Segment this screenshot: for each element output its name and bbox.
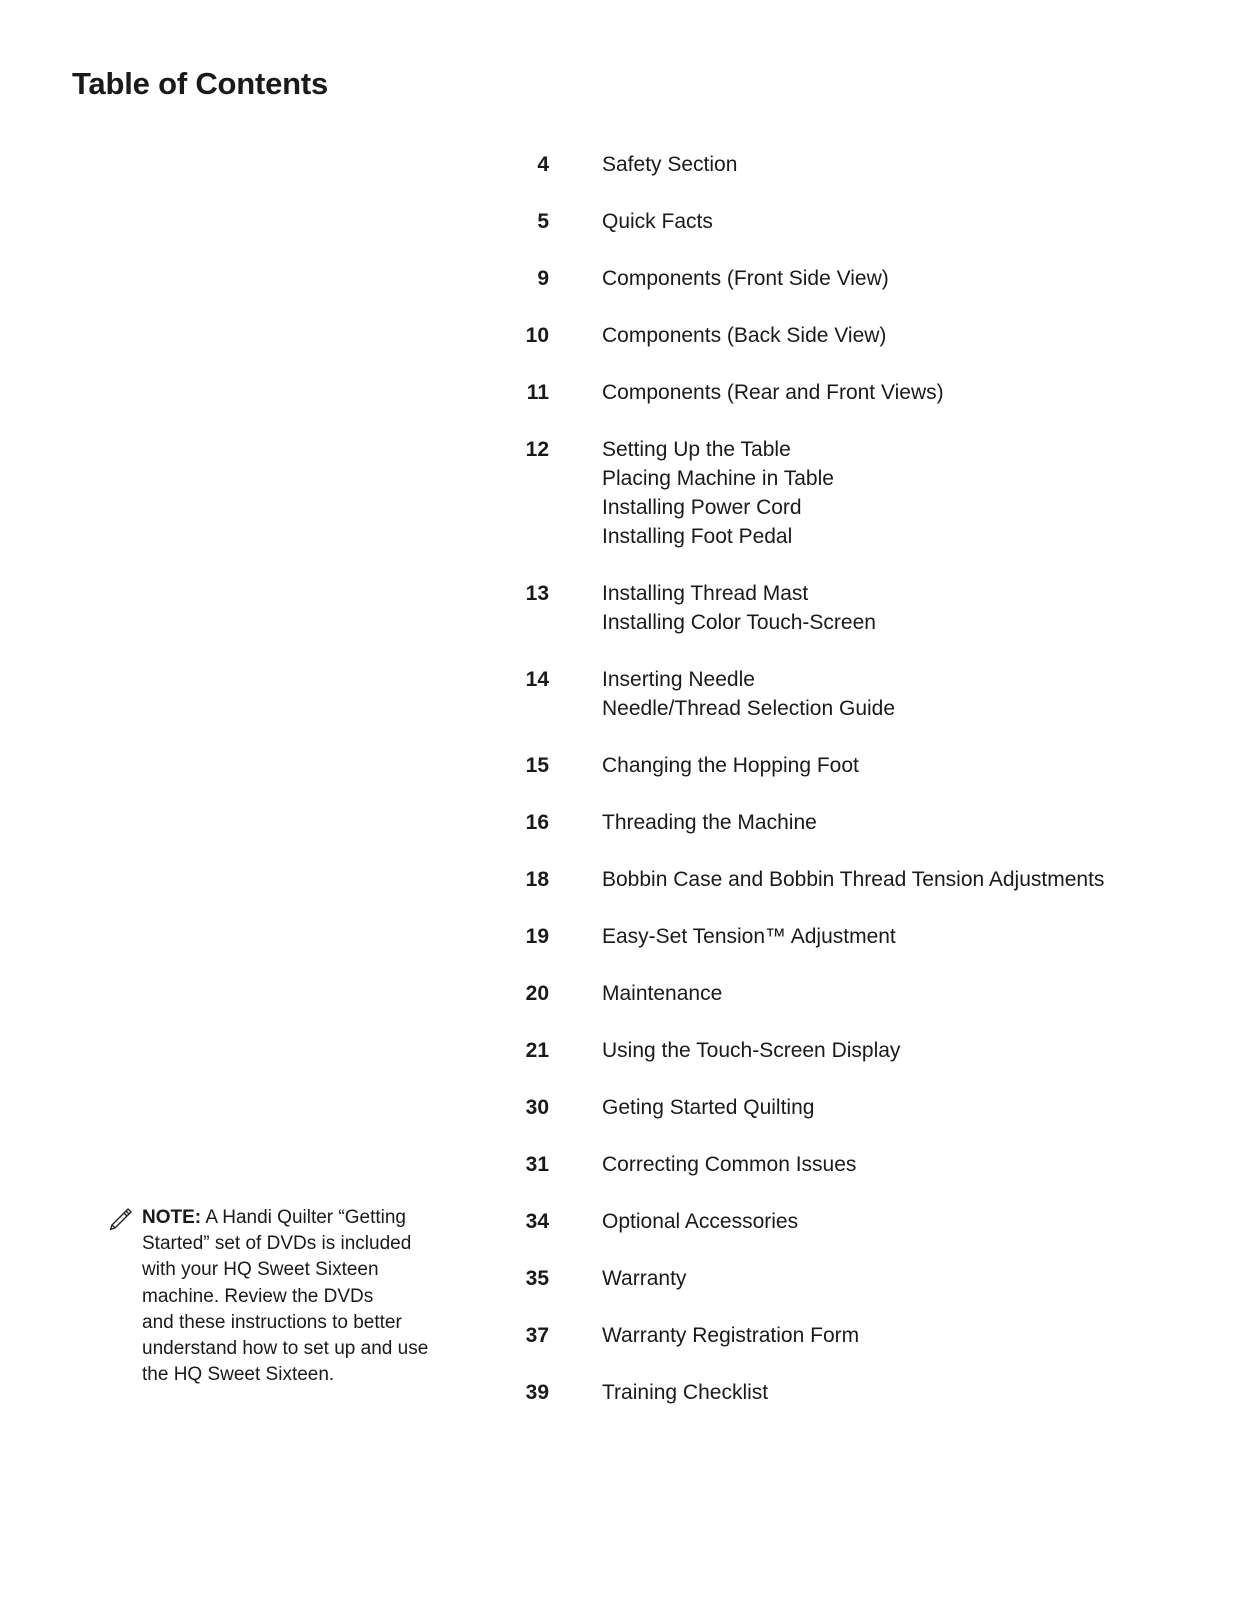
toc-titles <box>602 1150 856 1179</box>
toc-titles <box>602 1321 859 1350</box>
toc-entry <box>500 207 1200 236</box>
toc-title: Placing Machine in Table <box>602 467 834 490</box>
toc-titles <box>602 150 737 179</box>
toc-entry <box>500 808 1200 837</box>
toc-page-number: 12 <box>525 438 549 461</box>
toc-title: Installing Power Cord <box>602 496 802 519</box>
toc-page-number: 37 <box>525 1324 549 1347</box>
toc-entry <box>500 1264 1200 1293</box>
note-line: understand how to set up and use <box>142 1338 429 1360</box>
toc-title: Components (Front Side View) <box>602 267 889 290</box>
toc-entry <box>500 579 1200 637</box>
toc-title: Setting Up the Table <box>602 438 791 461</box>
toc-title: Threading the Machine <box>602 811 817 834</box>
toc-page-number: 34 <box>525 1210 549 1233</box>
toc-title: Safety Section <box>602 153 738 176</box>
toc-entry <box>500 1378 1200 1407</box>
note-line: A Handi Quilter “Getting <box>205 1207 406 1228</box>
toc-titles <box>602 579 876 637</box>
toc-title: Using the Touch-Screen Display <box>602 1039 901 1062</box>
toc-page-number: 9 <box>537 267 549 290</box>
toc-page-number: 31 <box>525 1153 549 1176</box>
toc-entry <box>500 435 1200 551</box>
note-box <box>108 1205 453 1388</box>
toc-page-number: 35 <box>525 1267 549 1290</box>
toc-titles <box>602 435 834 551</box>
toc-titles <box>602 979 722 1008</box>
toc-entry <box>500 1093 1200 1122</box>
toc-entry <box>500 1207 1200 1236</box>
toc-title: Maintenance <box>602 982 723 1005</box>
toc-titles <box>602 1378 768 1407</box>
toc-title: Inserting Needle <box>602 668 755 691</box>
toc-title: Easy-Set Tension™ Adjustment <box>602 925 896 948</box>
toc-titles <box>602 1264 686 1293</box>
toc-title: Quick Facts <box>602 210 713 233</box>
toc-titles <box>602 264 889 293</box>
page-title: Table of Contents <box>72 66 329 101</box>
toc-title: Training Checklist <box>602 1381 769 1404</box>
toc-title: Installing Foot Pedal <box>602 525 793 548</box>
toc-page-number: 18 <box>525 868 549 891</box>
table-of-contents <box>500 150 1200 1435</box>
note-line: with your HQ Sweet Sixteen <box>142 1259 379 1281</box>
toc-title: Components (Back Side View) <box>602 324 887 347</box>
toc-titles <box>602 1207 798 1236</box>
toc-page-number: 21 <box>525 1039 549 1062</box>
toc-page-number: 13 <box>525 582 549 605</box>
toc-entry <box>500 751 1200 780</box>
toc-title: Optional Accessories <box>602 1210 799 1233</box>
toc-titles <box>602 1036 900 1065</box>
note-line: machine. Review the DVDs <box>142 1285 374 1307</box>
toc-title: Installing Thread Mast <box>602 582 809 605</box>
pencil-icon <box>108 1205 134 1231</box>
toc-page-number: 16 <box>525 811 549 834</box>
toc-title: Warranty Registration Form <box>602 1324 860 1347</box>
toc-entry <box>500 378 1200 407</box>
toc-page-number: 10 <box>525 324 549 347</box>
toc-title: Bobbin Case and Bobbin Thread Tension Adjustments <box>602 868 1105 891</box>
toc-page-number: 5 <box>537 210 549 233</box>
toc-entry <box>500 1150 1200 1179</box>
toc-page-number: 39 <box>525 1381 549 1404</box>
toc-titles <box>602 378 944 407</box>
note-text <box>142 1205 428 1388</box>
toc-page-number: 11 <box>526 381 549 404</box>
toc-entry <box>500 150 1200 179</box>
toc-page-number: 15 <box>525 754 549 777</box>
toc-title: Geting Started Quilting <box>602 1096 815 1119</box>
toc-page-number: 14 <box>525 668 549 691</box>
note-label: NOTE: <box>142 1207 202 1228</box>
toc-title: Correcting Common Issues <box>602 1153 857 1176</box>
toc-page-number: 20 <box>525 982 549 1005</box>
toc-title: Changing the Hopping Foot <box>602 754 859 777</box>
toc-titles <box>602 808 817 837</box>
toc-titles <box>602 922 896 951</box>
toc-title: Needle/Thread Selection Guide <box>602 697 896 720</box>
toc-titles <box>602 665 895 723</box>
toc-title: Installing Color Touch-Screen <box>602 611 876 634</box>
toc-entry <box>500 264 1200 293</box>
toc-titles <box>602 751 859 780</box>
note-line: and these instructions to better <box>142 1311 402 1333</box>
toc-entry <box>500 1321 1200 1350</box>
toc-entry <box>500 665 1200 723</box>
toc-titles <box>602 1093 814 1122</box>
toc-title: Components (Rear and Front Views) <box>602 381 944 404</box>
toc-titles <box>602 865 1104 894</box>
note-line: the HQ Sweet Sixteen. <box>142 1364 335 1386</box>
toc-entry <box>500 321 1200 350</box>
toc-entry <box>500 1036 1200 1065</box>
toc-titles <box>602 321 886 350</box>
note-line: Started” set of DVDs is included <box>142 1233 412 1255</box>
toc-page-number: 30 <box>525 1096 549 1119</box>
toc-entry <box>500 922 1200 951</box>
toc-page-number: 4 <box>537 153 549 176</box>
toc-titles <box>602 207 713 236</box>
toc-entry <box>500 865 1200 894</box>
toc-page-number: 19 <box>525 925 549 948</box>
toc-entry <box>500 979 1200 1008</box>
toc-title: Warranty <box>602 1267 687 1290</box>
